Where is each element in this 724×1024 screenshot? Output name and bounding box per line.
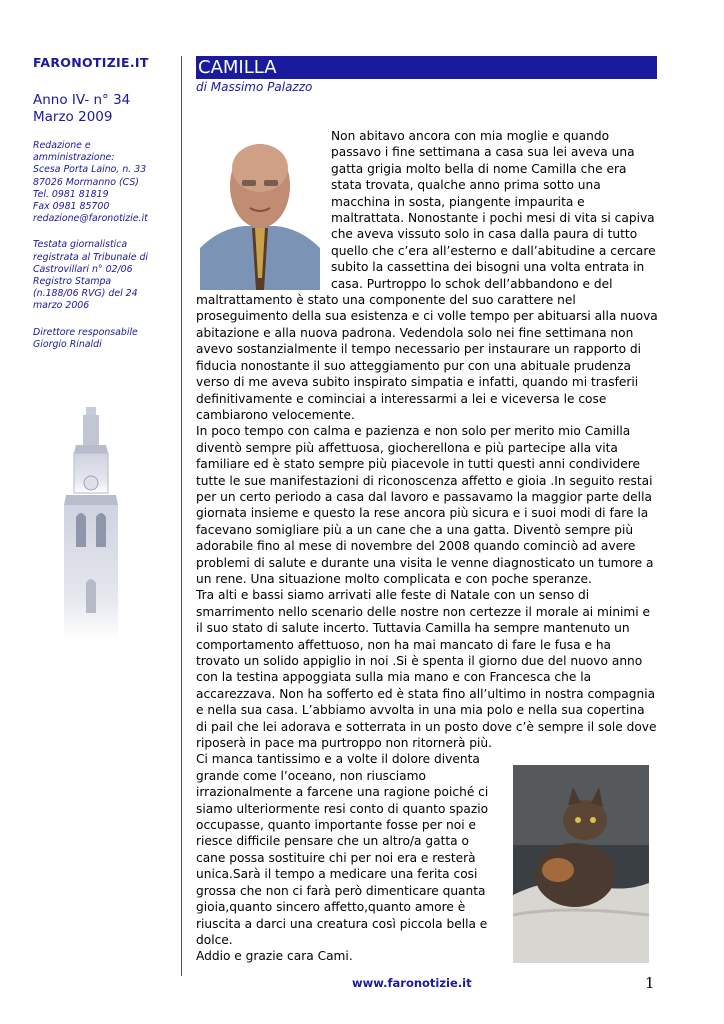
article-closing: Addio e grazie cara Cami. bbox=[196, 949, 353, 964]
article-title: CAMILLA bbox=[196, 56, 657, 79]
article-author: di Massimo Palazzo bbox=[196, 80, 313, 94]
meta-line: Castrovillari n° 02/06 bbox=[33, 263, 133, 275]
bell-tower-icon bbox=[56, 405, 136, 640]
email-text: redazione@faronotizie.it bbox=[33, 213, 148, 225]
editorial-address bbox=[33, 140, 173, 225]
article-paragraph: Non abitavo ancora con mia moglie e quando passavo i fine settimana a casa sua lei aveva una gatta grigia molto bella di nome Camilla che era stata trovata, qualche anno prima sotto una macchina in sosta, piangente impaurita e maltrattata. Nonostante i pochi mesi di vita si capiva che aveva vissuto solo in casa dalla paura di tutto quello che c’era all’esterno e dall’abitudine a cercare subito la cassettina dei bisogni una volta entrata in casa. Purtroppo lo schok dell’abbandono e del maltrattamento è stato una componente del suo carattere nel proseguimento della sua esistenza e ci volle tempo per abituarsi alla nuova abitazione e alla nuova padrona. Vedendola solo nei fine settimana non avevo sostanzialmente il tempo necessario per instaurare un rapporto di fiducia nonostante il suo atteggiamento pur con una abituale prudenza verso di me aveva subito inspirato simpatia e infatti, quando mi trasferii definitivamente e cominciai a interessarmi a lei e viceversa le cose cambiarono velocemente. bbox=[196, 129, 658, 422]
issue-info bbox=[33, 92, 173, 126]
meta-line: Redazione e bbox=[33, 140, 91, 151]
column-divider bbox=[181, 56, 182, 976]
meta-line: Registro Stampa bbox=[33, 276, 112, 288]
footer-link[interactable]: www.faronotizie.it bbox=[352, 976, 472, 990]
site-brand: FARONOTIZIE.IT bbox=[33, 55, 149, 70]
registration-info bbox=[33, 239, 173, 312]
meta-line: Direttore responsabile bbox=[33, 326, 138, 338]
issue-date: Marzo 2009 bbox=[33, 109, 113, 125]
meta-line: (n.188/06 RVG) del 24 bbox=[33, 288, 138, 300]
director-name: Giorgio Rinaldi bbox=[33, 338, 102, 350]
article-body bbox=[196, 128, 658, 979]
page-number: 1 bbox=[645, 974, 655, 992]
meta-line: Tel. 0981 81819 bbox=[33, 188, 109, 200]
meta-line: Testata giornalistica bbox=[33, 239, 128, 251]
article-paragraph: Ci manca tantissimo e a volte il dolore diventa grande come l’oceano, non riusciamo irrazionalmente a farcene una ragione poiché ci siamo ulteriormente resi conto di quanto spazio occupasse, quanto importante fosse per noi e riesce difficile pensare che un altro/a gatta o cane possa sostituire chi per noi era e resterà unica.Sarà il tempo a medicare una ferita cosi grossa che non ci farà però dimenticare quanta gioia,quanto sincero affetto,quanto amore è riuscita a darci una creatura così piccola bella e dolce. bbox=[196, 752, 489, 947]
article-paragraph: In poco tempo con calma e pazienza e non solo per merito mio Camilla diventò sempre più affettuosa, giocherellona e più partecipe alla vita familiare ed è stato sempre più piacevole in tutti questi anni condividere tutte le sue manifestazioni di riconoscenza affetto e gioia .In seguito restai per un certo periodo a casa dal lavoro e passavamo la maggior parte della giornata insieme e questo la rese ancora più sicura e i suoi modi di fare la facevano somigliare più a un cane che a una gatta. Diventò sempre più adorabile fino al mese di novembre del 2008 quando cominciò ad avere problemi di salute e durante una visita le venne diagnosticato un tumore a un rene. Una situazione molto complicata e con poche speranze. bbox=[196, 424, 654, 586]
director-info bbox=[33, 327, 173, 351]
meta-line: amministrazione: bbox=[33, 152, 115, 164]
meta-line: marzo 2006 bbox=[33, 300, 90, 312]
meta-line: registrata al Tribunale di bbox=[33, 251, 149, 263]
cat-spacer bbox=[502, 765, 658, 979]
masthead-sidebar bbox=[33, 55, 173, 351]
article-paragraph: Tra alti e bassi siamo arrivati alle feste di Natale con un senso di smarrimento nello scenario delle nostre non certezze il morale ai minimi e il suo stato di salute incerto. Tuttavia Camilla ha sempre mantenuto un comportamento affettuoso, non ha mai mancato di fare le fusa e ha trovato un solido appiglio in noi .Si è spenta il giorno due del nuovo anno con la testina appoggiata sulla mia mano e con Francesca che la accarezzava. Non ha sofferto ed è stata fino all’ultimo in nostra compagnia e nella sua casa. L’abbiamo avvolta in una mia polo e nella sua copertina di pail che lei adorava e sotterrata in un posto dove c’è sempre il sole dove riposerà in pace ma purtroppo non ritornerà più. bbox=[196, 588, 657, 751]
portrait-spacer bbox=[196, 128, 331, 291]
meta-line: Scesa Porta Laino, n. 33 bbox=[33, 164, 147, 176]
meta-line: Fax 0981 85700 bbox=[33, 201, 110, 213]
meta-line: 87026 Mormanno (CS) bbox=[33, 176, 139, 188]
issue-number: Anno IV- n° 34 bbox=[33, 92, 131, 108]
